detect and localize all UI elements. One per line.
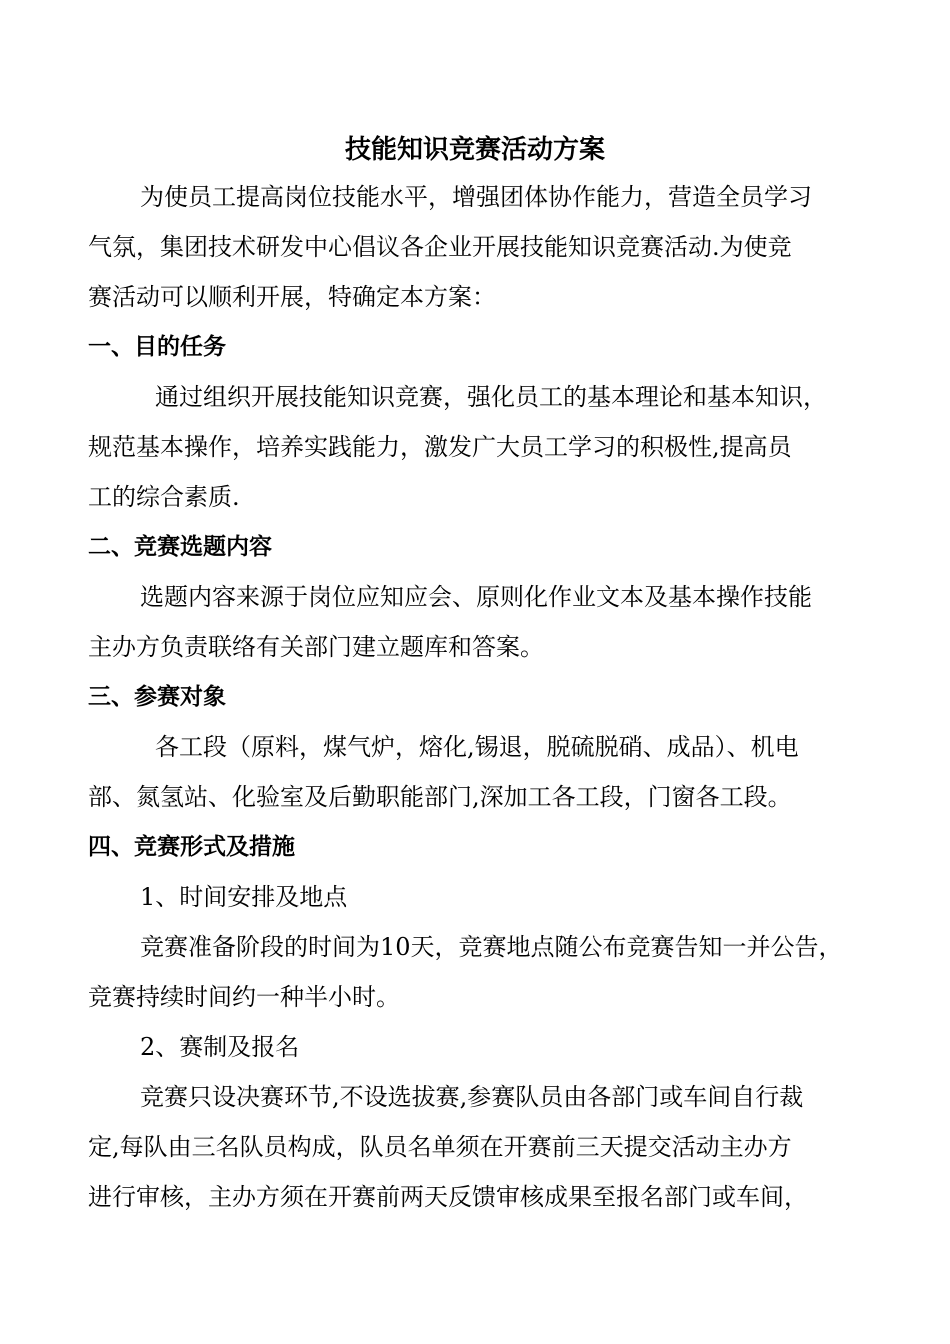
subsection-title-1: 1、时间安排及地点 [140,883,348,911]
document-title: 技能知识竞赛活动方案 [344,135,605,165]
section-heading-1: 一、目的任务 [88,334,226,360]
section-heading-2: 二、竞赛选题内容 [88,534,272,560]
subsection-title-2: 2、赛制及报名 [140,1033,300,1061]
section1-line-1: 通过组织开展技能知识竞赛，强化员工的基本理论和基本知识， [155,383,827,411]
section2-line-2: 主办方负责联络有关部门建立题库和答案。 [88,633,544,661]
section1-line-3: 工的综合素质. [88,483,240,511]
sub1-line-2: 竞赛持续时间约一种半小时。 [88,983,400,1011]
sub2-line-2: 定,每队由三名队员构成，队员名单须在开赛前三天提交活动主办方 [88,1133,792,1161]
section2-line-1: 选题内容来源于岗位应知应会、原则化作业文本及基本操作技能 [140,583,812,611]
sub2-line-1: 竞赛只设决赛环节,不设选拔赛,参赛队员由各部门或车间自行裁 [140,1083,804,1111]
intro-line-2: 气氛，集团技术研发中心倡议各企业开展技能知识竞赛活动.为使竞 [88,233,792,261]
section-heading-3: 三、参赛对象 [88,684,226,710]
section1-line-2: 规范基本操作，培养实践能力，激发广大员工学习的积极性,提高员 [88,433,792,461]
section3-line-1: 各工段（原料，煤气炉，熔化,锡退，脱硫脱硝、成品）、机电 [155,733,799,761]
intro-line-3: 赛活动可以顺利开展，特确定本方案： [88,283,496,311]
sub2-line-3: 进行审核，主办方须在开赛前两天反馈审核成果至报名部门或车间， [88,1183,808,1211]
sub1-line-1: 竞赛准备阶段的时间为10天，竞赛地点随公布竞赛告知一并公告， [140,933,843,961]
section3-line-2: 部、氮氢站、化验室及后勤职能部门,深加工各工段，门窗各工段。 [88,783,792,811]
section-heading-4: 四、竞赛形式及措施 [88,834,295,860]
intro-line-1: 为使员工提高岗位技能水平，增强团体协作能力，营造全员学习 [140,183,812,211]
